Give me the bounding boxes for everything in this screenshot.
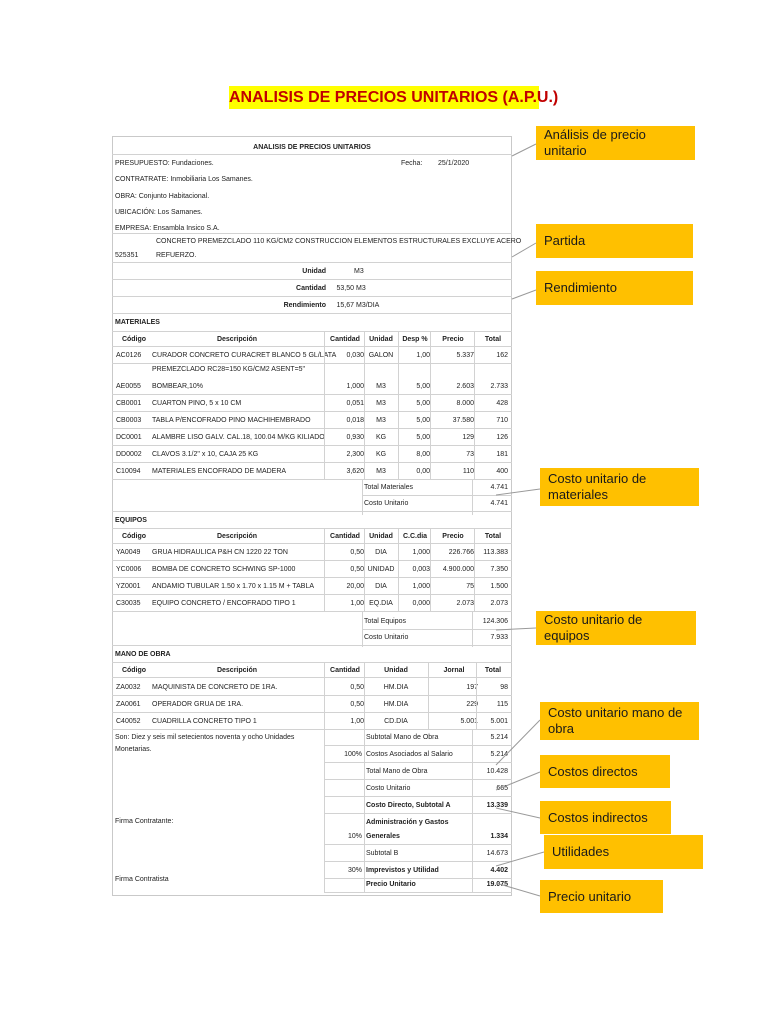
fecha-value: 25/1/2020 xyxy=(438,160,470,167)
section-title: MANO DE OBRA xyxy=(115,651,171,658)
page-title: ANALISIS DE PRECIOS UNITARIOS (A.P.U.) xyxy=(229,86,539,109)
label-costo-mano-obra: Costo unitario mano de obra xyxy=(540,702,699,740)
summary-label: Total Mano de Obra xyxy=(366,768,428,775)
row-desc: CUARTON PINO, 5 x 10 CM xyxy=(152,400,242,407)
row-precio: 5.337 xyxy=(456,352,474,359)
row-divider xyxy=(112,428,512,429)
row-desc: CUADRILLA CONCRETO TIPO 1 xyxy=(152,718,257,725)
summary-value: 5.214 xyxy=(490,734,508,741)
cantidad-value: 53,50 xyxy=(336,285,354,292)
row-total: 710 xyxy=(496,417,508,424)
row-factor: 1,00 xyxy=(416,352,430,359)
empresa: EMPRESA: Ensambla Insico S.A. xyxy=(115,225,220,232)
column-divider xyxy=(428,662,429,729)
row-precio: 110 xyxy=(462,468,474,475)
row-cantidad: 2,300 xyxy=(346,451,364,458)
firma-contratista: Firma Contratista xyxy=(115,876,169,883)
row-cantidad: 0,930 xyxy=(346,434,364,441)
row-total: 113.383 xyxy=(483,549,508,556)
column-divider xyxy=(324,528,325,611)
divider xyxy=(112,279,512,280)
row-precio: 2.073 xyxy=(456,600,474,607)
row-code: YA0049 xyxy=(116,549,141,556)
row-code: YZ0001 xyxy=(116,583,141,590)
connector-partida xyxy=(512,243,536,257)
summary-label: Subtotal B xyxy=(366,850,399,857)
row-code: CB0001 xyxy=(116,400,142,407)
row-divider xyxy=(324,762,512,763)
firma-contratante: Firma Contratante: xyxy=(115,818,174,825)
column-divider xyxy=(364,528,365,611)
column-divider xyxy=(472,611,473,647)
row-unidad: M3 xyxy=(376,400,386,407)
row-unidad: GALON xyxy=(368,352,394,359)
row-cant: 1,00 xyxy=(350,718,364,725)
section-title: MATERIALES xyxy=(115,319,160,326)
row-divider xyxy=(112,346,512,347)
row-precio: 129 xyxy=(462,434,474,441)
row-divider xyxy=(112,394,512,395)
summary-label: Costos Asociados al Salario xyxy=(366,751,453,758)
label-costos-indirectos: Costos indirectos xyxy=(540,801,671,834)
row-divider xyxy=(324,844,512,845)
row-unidad: EQ.DIA xyxy=(369,600,393,607)
column-header: Descripción xyxy=(216,336,258,343)
row-divider xyxy=(362,495,512,496)
label-utilidades: Utilidades xyxy=(544,835,703,869)
row-cantidad: 1,00 xyxy=(350,600,364,607)
row-divider xyxy=(112,331,512,332)
cantidad-label: Cantidad xyxy=(296,285,326,292)
column-divider xyxy=(364,662,365,729)
row-divider xyxy=(324,878,512,879)
row-code: C40052 xyxy=(116,718,141,725)
row-code: DD0002 xyxy=(116,451,142,458)
column-divider xyxy=(362,479,363,515)
sheet-heading: ANALISIS DE PRECIOS UNITARIOS xyxy=(253,144,371,151)
summary-value: 13.339 xyxy=(486,802,508,809)
row-desc: CLAVOS 3.1/2" x 10, CAJA 25 KG xyxy=(152,451,259,458)
row-divider xyxy=(362,629,512,630)
column-header: Descripción xyxy=(216,533,258,540)
summary-label: Costo Directo, Subtotal A xyxy=(366,802,451,809)
row-factor: 0,00 xyxy=(416,468,430,475)
row-unidad: M3 xyxy=(376,383,386,390)
row-desc: OPERADOR GRUA DE 1RA. xyxy=(152,701,244,708)
fecha-label: Fecha: xyxy=(401,160,423,167)
row-cantidad: 0,50 xyxy=(350,566,364,573)
sheet-frame xyxy=(112,136,512,896)
row-desc: ANDAMIO TUBULAR 1.50 x 1.70 x 1.15 M + TABLA xyxy=(152,583,315,590)
column-header: Total xyxy=(484,533,502,540)
column-header: Código xyxy=(121,667,147,674)
row-factor: 1,000 xyxy=(412,549,430,556)
row-jornal: 229 xyxy=(466,701,478,708)
summary-value: 19.075 xyxy=(486,881,508,888)
row-code: ZA0061 xyxy=(116,701,141,708)
row-unidad: KG xyxy=(375,451,387,458)
divider xyxy=(112,296,512,297)
column-divider xyxy=(364,331,365,479)
row-factor: 5,00 xyxy=(416,417,430,424)
label-costo-equipos: Costo unitario de equipos xyxy=(536,611,696,645)
cantidad-unit: M3 xyxy=(356,285,366,292)
row-divider xyxy=(112,462,512,463)
column-header: Unidad xyxy=(369,336,393,343)
total-materiales-label: Total Materiales xyxy=(364,484,414,491)
row-precio: 4.900.000 xyxy=(442,566,474,573)
ubicacion: UBICACIÓN: Los Samanes. xyxy=(115,209,203,216)
row-divider xyxy=(112,528,512,529)
row-divider xyxy=(112,543,512,544)
column-header: Unidad xyxy=(369,533,393,540)
row-jornal: 197 xyxy=(466,684,478,691)
row-desc: ALAMBRE LISO GALV. CAL.18, 100.04 M/KG KILIADO xyxy=(152,434,325,441)
row-code: ZA0032 xyxy=(116,684,141,691)
summary-value: 665 xyxy=(496,785,508,792)
row-divider xyxy=(324,779,512,780)
costo-unitario-materiales-value: 4.741 xyxy=(490,500,508,507)
contratante: CONTRATRATE: Inmobiliaria Los Samanes. xyxy=(115,176,253,183)
row-total: 2.733 xyxy=(490,383,508,390)
row-factor: 5,00 xyxy=(416,434,430,441)
summary-label: Imprevistos y Utilidad xyxy=(366,867,439,874)
row-unidad: UNIDAD xyxy=(367,566,395,573)
row-total: 428 xyxy=(496,400,508,407)
column-header: Cantidad xyxy=(330,336,360,343)
label-precio-unitario: Precio unitario xyxy=(540,880,663,913)
column-divider xyxy=(472,479,473,515)
column-header: Precio xyxy=(442,336,464,343)
row-cantidad: 0,50 xyxy=(350,549,364,556)
row-cantidad: 0,030 xyxy=(346,352,364,359)
row-unid: CD.DIA xyxy=(384,718,408,725)
row-code: C30035 xyxy=(116,600,141,607)
row-divider xyxy=(112,577,512,578)
row-precio: 37.580 xyxy=(452,417,474,424)
row-divider xyxy=(112,729,512,730)
column-divider xyxy=(474,528,475,611)
row-desc: GRUA HIDRAULICA P&H CN 1220 22 TON xyxy=(152,549,288,556)
row-unidad: DIA xyxy=(375,583,387,590)
row-total: 162 xyxy=(496,352,508,359)
row-divider xyxy=(324,813,512,814)
row-code: YC0006 xyxy=(116,566,142,573)
row-desc-line1: PREMEZCLADO RC28=150 KG/CM2 ASENT=5" xyxy=(152,366,306,373)
column-header: Cantidad xyxy=(330,533,360,540)
row-total: 126 xyxy=(496,434,508,441)
row-precio: 8.000 xyxy=(456,400,474,407)
row-divider xyxy=(112,662,512,663)
column-divider xyxy=(324,662,325,729)
row-total: 1.500 xyxy=(490,583,508,590)
connector-rendimiento xyxy=(512,290,536,299)
row-cant: 0,50 xyxy=(350,684,364,691)
row-desc: BOMBEAR,10% xyxy=(152,383,203,390)
summary-label: Generales xyxy=(366,833,400,840)
costo-unitario-equipos-label: Costo Unitario xyxy=(364,634,409,641)
row-factor: 0,003 xyxy=(412,566,430,573)
label-rendimiento: Rendimiento xyxy=(536,271,693,305)
apu-sheet xyxy=(112,136,522,896)
unidad-value: M3 xyxy=(354,268,364,275)
row-divider xyxy=(324,892,512,893)
row-code: AC0126 xyxy=(116,352,142,359)
column-header: Total xyxy=(484,336,502,343)
summary-value: 4.402 xyxy=(490,867,508,874)
son-text: Son: Diez y seis mil setecientos noventa y ocho Unidades xyxy=(115,734,295,741)
column-header: Precio xyxy=(442,533,464,540)
son-text-line2: Monetarias. xyxy=(115,746,152,753)
column-divider xyxy=(472,729,473,892)
row-divider xyxy=(112,611,512,612)
column-divider xyxy=(430,331,431,479)
row-total: 7.350 xyxy=(490,566,508,573)
row-cantidad: 0,018 xyxy=(346,417,364,424)
row-jornal: 5.001 xyxy=(460,718,478,725)
column-divider xyxy=(362,611,363,647)
row-cant: 0,50 xyxy=(350,701,364,708)
row-divider xyxy=(112,594,512,595)
row-precio: 73 xyxy=(466,451,474,458)
row-cantidad: 0,051 xyxy=(346,400,364,407)
row-divider xyxy=(112,712,512,713)
row-total: 115 xyxy=(496,701,508,708)
divider xyxy=(112,154,512,155)
row-total: 400 xyxy=(496,468,508,475)
column-header: Unidad xyxy=(384,667,408,674)
row-factor: 8,00 xyxy=(416,451,430,458)
row-divider xyxy=(112,560,512,561)
row-code: DC0001 xyxy=(116,434,142,441)
presupuesto: PRESUPUESTO: Fundaciones. xyxy=(115,160,214,167)
row-factor: 5,00 xyxy=(416,400,430,407)
column-divider xyxy=(398,331,399,479)
section-title: EQUIPOS xyxy=(115,517,147,524)
partida-line2: REFUERZO. xyxy=(156,252,197,259)
row-cantidad: 3,620 xyxy=(346,468,364,475)
row-cantidad: 1,000 xyxy=(346,383,364,390)
row-unid: HM.DIA xyxy=(383,701,409,708)
row-unidad: KG xyxy=(375,434,387,441)
rendimiento-label: Rendimiento xyxy=(283,302,326,309)
row-divider xyxy=(112,479,512,480)
row-desc: CURADOR CONCRETO CURACRET BLANCO 5 GL/LATA xyxy=(152,352,337,359)
label-analisis: Análisis de precio unitario xyxy=(536,126,695,160)
row-desc: BOMBA DE CONCRETO SCHWING SP-1000 xyxy=(152,566,296,573)
costo-unitario-equipos-value: 7.933 xyxy=(490,634,508,641)
row-divider xyxy=(324,796,512,797)
summary-value: 14.673 xyxy=(486,850,508,857)
row-desc: TABLA P/ENCOFRADO PINO MACHIHEMBRADO xyxy=(152,417,311,424)
unidad-label: Unidad xyxy=(302,268,326,275)
row-divider xyxy=(112,363,512,364)
row-divider xyxy=(112,511,512,512)
column-header: C.C.dia xyxy=(402,533,428,540)
label-partida: Partida xyxy=(536,224,693,258)
summary-label: Costo Unitario xyxy=(366,785,411,792)
column-header: Cantidad xyxy=(330,667,360,674)
row-factor: 1,000 xyxy=(412,583,430,590)
row-factor: 5,00 xyxy=(416,383,430,390)
column-divider xyxy=(430,528,431,611)
row-desc: MATERIALES ENCOFRADO DE MADERA xyxy=(152,468,287,475)
divider xyxy=(112,313,512,314)
rendimiento-unit: M3/DIA xyxy=(356,302,380,309)
total-materiales-value: 4.741 xyxy=(490,484,508,491)
row-total: 181 xyxy=(496,451,508,458)
summary-value: 5.214 xyxy=(490,751,508,758)
obra: OBRA: Conjunto Habitacional. xyxy=(115,193,210,200)
partida-line1: CONCRETO PREMEZCLADO 110 KG/CM2 CONSTRUCCION ELEMENTOS ESTRUCTURALES EXCLUYE ACERO xyxy=(156,238,522,245)
row-divider xyxy=(324,861,512,862)
divider xyxy=(112,233,512,234)
column-header: Desp % xyxy=(402,336,428,343)
row-cantidad: 20,00 xyxy=(346,583,364,590)
row-unid: HM.DIA xyxy=(383,684,409,691)
summary-label: Subtotal Mano de Obra xyxy=(366,734,439,741)
summary-percent: 30% xyxy=(347,867,362,874)
divider xyxy=(112,262,512,263)
column-header: Total xyxy=(484,667,502,674)
connector-analisis xyxy=(512,144,536,156)
column-header: Código xyxy=(121,533,147,540)
summary-label: Precio Unitario xyxy=(366,881,416,888)
row-total: 5.001 xyxy=(490,718,508,725)
column-divider xyxy=(324,331,325,479)
rendimiento-value: 15,67 xyxy=(336,302,354,309)
row-divider xyxy=(112,695,512,696)
row-desc: EQUIPO CONCRETO / ENCOFRADO TIPO 1 xyxy=(152,600,296,607)
summary-value: 1.334 xyxy=(490,833,508,840)
row-desc: MAQUINISTA DE CONCRETO DE 1RA. xyxy=(152,684,278,691)
row-code: AE0055 xyxy=(116,383,141,390)
row-precio: 2.603 xyxy=(456,383,474,390)
row-factor: 0,000 xyxy=(412,600,430,607)
row-unidad: M3 xyxy=(376,468,386,475)
column-header: Descripción xyxy=(216,667,258,674)
row-total: 98 xyxy=(500,684,508,691)
column-header: Código xyxy=(121,336,147,343)
row-unidad: DIA xyxy=(375,549,387,556)
column-divider xyxy=(474,331,475,479)
column-divider xyxy=(364,729,365,892)
row-total: 2.073 xyxy=(490,600,508,607)
row-precio: 226.766 xyxy=(448,549,474,556)
label-costo-materiales: Costo unitario de materiales xyxy=(540,468,699,506)
column-header: Jornal xyxy=(443,667,465,674)
row-code: C10094 xyxy=(116,468,141,475)
summary-percent: 100% xyxy=(344,751,362,758)
row-precio: 75 xyxy=(466,583,474,590)
total-equipos-value: 124.306 xyxy=(482,618,508,625)
column-divider xyxy=(476,662,477,729)
row-divider xyxy=(324,745,512,746)
partida-code: 525351 xyxy=(115,252,139,259)
row-divider xyxy=(112,411,512,412)
total-equipos-label: Total Equipos xyxy=(364,618,407,625)
row-code: CB0003 xyxy=(116,417,142,424)
costo-unitario-materiales-label: Costo Unitario xyxy=(364,500,409,507)
summary-label: Administración y Gastos xyxy=(366,819,449,826)
row-unidad: M3 xyxy=(376,417,386,424)
row-divider xyxy=(112,645,512,646)
summary-value: 10.428 xyxy=(486,768,508,775)
summary-percent: 10% xyxy=(347,833,362,840)
row-divider xyxy=(112,445,512,446)
column-divider xyxy=(324,729,325,892)
label-costos-directos: Costos directos xyxy=(540,755,670,788)
column-divider xyxy=(398,528,399,611)
row-divider xyxy=(112,677,512,678)
